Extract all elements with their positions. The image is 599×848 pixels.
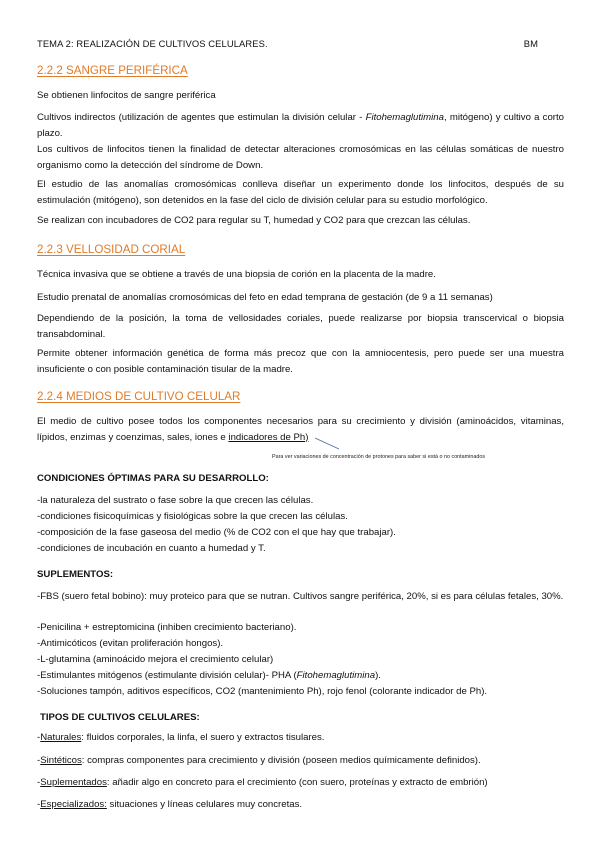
list-item: -condiciones fisicoquímicas y fisiológicas sobre la que crecen las células. xyxy=(37,511,348,522)
margin-comment: Para ver variaciones de concentración de protones para saber si está o no contaminados xyxy=(272,454,486,460)
paragraph: Cultivos indirectos (utilización de agentes que estimulan la división celular - Fitohemaglutimina, mitógeno) y cultivo a corto plazo. xyxy=(37,112,565,139)
paragraph: Se realizan con incubadores de CO2 para regular su T, humedad y CO2 para que crezcan las células. xyxy=(37,215,471,226)
paragraph: Técnica invasiva que se obtiene a través de una biopsia de corión en la placenta de la madre. xyxy=(37,269,436,280)
list-item: -condiciones de incubación en cuanto a humedad y T. xyxy=(37,543,266,554)
list-item: -Antimicóticos (evitan proliferación hongos). xyxy=(37,638,224,649)
section-heading-medios: 2.2.4 MEDIOS DE CULTIVO CELULAR xyxy=(37,390,241,403)
tipos-title: TIPOS DE CULTIVOS CELULARES: xyxy=(40,712,200,723)
suplementos-title: SUPLEMENTOS: xyxy=(37,569,114,580)
paragraph: Dependiendo de la posición, la toma de vellosidades coriales, puede realizarse por biopsia transcervical o biopsia transabdominal. xyxy=(37,313,564,340)
comment-connector-line xyxy=(315,437,343,451)
list-item: -Soluciones tampón, aditivos específicos, CO2 (mantenimiento Ph), rojo fenol (colorante indicador de Ph). xyxy=(37,686,488,697)
paragraph: Permite obtener información genética de forma más precoz que con la amniocentesis, pero puede ser una muestra insuficiente o con posible contaminación tisular de la madre. xyxy=(37,348,564,375)
header-initials: BM xyxy=(523,38,538,49)
list-item: -Especializados: situaciones y líneas celulares muy concretas. xyxy=(37,799,303,810)
list-item: -Naturales: fluidos corporales, la linfa, el suero y extractos tisulares. xyxy=(37,732,325,743)
list-item: -Penicilina + estreptomicina (inhiben crecimiento bacteriano). xyxy=(37,622,297,633)
paragraph: El medio de cultivo posee todos los componentes necesarios para su crecimiento y división (aminoácidos, vitaminas, lípidos, enzimas y coenzimas, sales, iones e indicadores de Ph) xyxy=(37,416,564,443)
indicadores-link: indicadores de Ph) xyxy=(228,431,309,443)
header-title: TEMA 2: REALIZACIÓN DE CULTIVOS CELULARES. xyxy=(37,38,268,49)
list-item: -Estimulantes mitógenos (estimulante división celular)- PHA (Fitohemaglutimina). xyxy=(37,670,381,681)
list-item: -Suplementados: añadir algo en concreto para el crecimiento (con suero, proteínas y extracto de embrión) xyxy=(37,777,488,788)
section-heading-vellosidad: 2.2.3 VELLOSIDAD CORIAL xyxy=(37,243,186,256)
condiciones-title: CONDICIONES ÓPTIMAS PARA SU DESARROLLO: xyxy=(37,473,269,484)
paragraph: El estudio de las anomalías cromosómicas conlleva diseñar un experimento donde los linfocitos, después de su estimulación (mitógeno), son detenidos en la fase del ciclo de división celular para su estudio morfológico. xyxy=(37,179,564,206)
list-item: -L-glutamina (aminoácido mejora el crecimiento celular) xyxy=(37,654,274,665)
section-heading-sangre: 2.2.2 SANGRE PERIFÉRICA xyxy=(37,64,188,77)
paragraph: Se obtienen linfocitos de sangre periférica xyxy=(37,90,216,101)
list-item: -la naturaleza del sustrato o fase sobre la que crecen las células. xyxy=(37,495,314,506)
list-item: -Sintéticos: compras componentes para crecimiento y división (poseen medios químicamente definidos). xyxy=(37,755,481,766)
paragraph: Los cultivos de linfocitos tienen la finalidad de detectar alteraciones cromosómicas en las células somáticas de nuestro organismo como la detección del síndrome de Down. xyxy=(37,144,564,171)
list-item: -composición de la fase gaseosa del medio (% de CO2 con el que hay que trabajar). xyxy=(37,527,396,538)
list-item: -FBS (suero fetal bobino): muy proteico para que se nutran. Cultivos sangre periférica, 20%, si es para células fetales, 30%. xyxy=(37,591,564,602)
paragraph: Estudio prenatal de anomalías cromosómicas del feto en edad temprana de gestación (de 9 a 11 semanas) xyxy=(37,292,493,303)
